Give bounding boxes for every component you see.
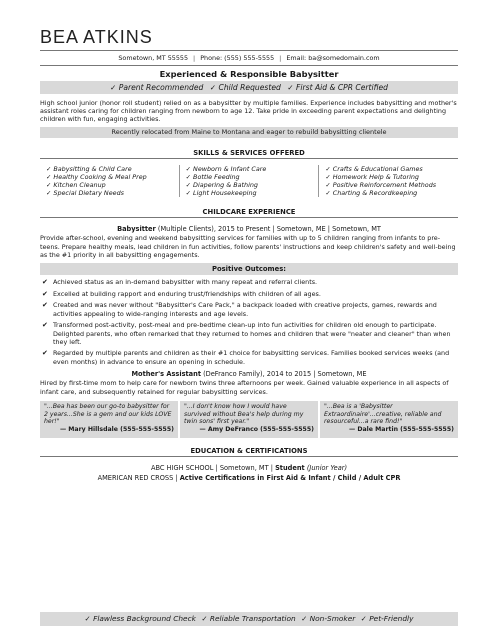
outcome-text: Created and was never without "Babysitter's Care Pack," a backpack loaded with creative projects, games, rewards and activities appealing to wide-ranging interests and age levels. (53, 301, 437, 318)
check-icon: ✔ (42, 301, 48, 310)
footer-item: ✓ Non-Smoker (301, 614, 356, 623)
outcome-text: Excelled at building rapport and enduring trust/friendships with children of all ages. (53, 289, 321, 298)
tagline-item: ✓ First Aid & CPR Certified (287, 83, 388, 92)
skill-item: ✓ Crafts & Educational Games (325, 164, 423, 173)
contact-location: Sometown, MT 55555 (118, 54, 189, 62)
skill-item: ✓ Newborn & Infant Care (185, 164, 267, 173)
separator: | (193, 54, 196, 62)
skill-item: ✓ Healthy Cooking & Meal Prep (46, 172, 147, 181)
skills-column (179, 165, 319, 198)
contact-line (40, 51, 458, 65)
skill-item: ✓ Homework Help & Tutoring (325, 172, 419, 181)
school-name: ABC HIGH SCHOOL | Sometown, MT | (150, 463, 276, 472)
skill-item: ✓ Light Housekeeping (185, 189, 257, 198)
testimonial (40, 401, 178, 438)
skill-item: ✓ Babysitting & Child Care (46, 164, 132, 173)
cert-issuer: AMERICAN RED CROSS | (97, 474, 180, 483)
skills-grid (40, 165, 458, 198)
outcome-item (40, 278, 458, 286)
skill-item: ✓ Kitchen Cleanup (46, 181, 106, 190)
testimonial-author: — Mary Hillsdale (555-555-5555) (59, 426, 174, 434)
testimonial (180, 401, 318, 438)
skill-item: ✓ Diapering & Bathing (185, 181, 258, 190)
check-icon: ✔ (42, 289, 48, 298)
skills-section-title: SKILLS & SERVICES OFFERED (40, 147, 458, 159)
summary-paragraph: High school junior (honor roll student) relied on as a babysitter by multiple families. Experience includes babysitting and mother's assistant roles caring for children ranging from newborn to age 12. Take pride in exceeding parent expectations and delighting children with fun, engaging activities. (40, 99, 457, 124)
certification-line (40, 473, 458, 484)
outcome-text: Achieved status as an in-demand babysitter with many repeat and referral clients. (53, 278, 318, 287)
outcome-item (40, 290, 458, 298)
job-detail: (Multiple Clients), 2015 to Present | Sometown, ME | Sometown, MT (155, 225, 381, 234)
outcome-text: Regarded by multiple parents and children as their #1 choice for babysitting services. Families booked services weeks (and even months) in advance to ensure an opening in schedule. (53, 349, 450, 366)
skill-item: ✓ Positive Reinforcement Methods (325, 181, 437, 190)
job-role: Mother's Assistant (131, 370, 201, 379)
outcome-item (40, 321, 458, 346)
outcome-item (40, 349, 458, 365)
tagline-item: ✓ Child Requested (209, 83, 281, 92)
job-description: Provide after-school, evening and weekend babysitting services for families with up to 5 children ranging from infants to pre-teens. Prepare healthy meals, lead children in fun activities, follow parents' instructions and keep children's safety and well-being as the #1 priority in all babysitting engagements. (40, 234, 456, 259)
student-year: (Junior Year) (306, 463, 348, 472)
testimonial-quote: "...I don't know how I would have survived without Bea's help during my twin sons' first year." (184, 402, 304, 426)
outcomes-title: Positive Outcomes: (40, 263, 458, 275)
education-line (40, 463, 458, 474)
education-section-title: EDUCATION & CERTIFICATIONS (40, 445, 458, 457)
skill-item: ✓ Charting & Recordkeeping (325, 189, 418, 198)
relocation-note: Recently relocated from Maine to Montana and eager to rebuild babysitting clientele (40, 127, 458, 138)
footer-item: ✓ Flawless Background Check (84, 614, 196, 623)
cert-detail: Active Certifications in First Aid & Infant / Child / Adult CPR (179, 474, 401, 483)
footer-bar (40, 612, 458, 626)
outcome-text: Transformed post-activity, post-meal and pre-bedtime clean-up into fun activities for children old enough to participate. Delighted parents, who often remarked that they returned to homes and children that were "neater and cleaner" than when they left. (53, 321, 451, 346)
headline: Experienced & Responsible Babysitter (40, 65, 458, 81)
separator: | (279, 54, 282, 62)
outcomes-list (40, 278, 458, 366)
skill-item: ✓ Bottle Feeding (185, 172, 240, 181)
job-role: Babysitter (117, 225, 156, 234)
student-status: Student (275, 463, 305, 472)
job-header (40, 369, 458, 379)
tagline-item: ✓ Parent Recommended (109, 83, 204, 92)
footer-item: ✓ Reliable Transportation (201, 614, 296, 623)
candidate-name: BEA ATKINS (40, 27, 153, 47)
job-detail: (DeFranco Family), 2014 to 2015 | Sometown, ME (200, 370, 367, 379)
skill-item: ✓ Special Dietary Needs (46, 189, 124, 198)
contact-phone: Phone: (555) 555-5555 (200, 54, 275, 62)
check-icon: ✔ (42, 349, 48, 358)
testimonial-quote: "...Bea has been our go-to babysitter for 2 years...She is a gem and our kids LOVE her!" (44, 402, 172, 426)
testimonials (40, 401, 458, 438)
contact-email: Email: ba@somedomain.com (286, 54, 380, 62)
testimonial-quote: "...Bea is a 'Babysitter Extraordinaire'...creative, reliable and resourceful...a rare find!" (324, 402, 442, 426)
footer-item: ✓ Pet-Friendly (360, 614, 414, 623)
check-icon: ✔ (42, 321, 48, 330)
outcome-item (40, 301, 458, 317)
check-icon: ✔ (42, 278, 48, 287)
testimonial (320, 401, 458, 438)
job-header (40, 224, 458, 234)
experience-section-title: CHILDCARE EXPERIENCE (40, 206, 458, 218)
testimonial-author: — Amy DeFranco (555-555-5555) (199, 426, 314, 434)
resume-page (40, 24, 458, 484)
tagline-bar (40, 81, 458, 94)
job-description: Hired by first-time mom to help care for newborn twins three afternoons per week. Gained valuable experience in all aspects of infant care, and subsequently retained for regular babysitting services. (40, 379, 449, 396)
skills-column (318, 165, 458, 198)
testimonial-author: — Dale Martin (555-555-5555) (349, 426, 454, 434)
skills-column (40, 165, 179, 198)
